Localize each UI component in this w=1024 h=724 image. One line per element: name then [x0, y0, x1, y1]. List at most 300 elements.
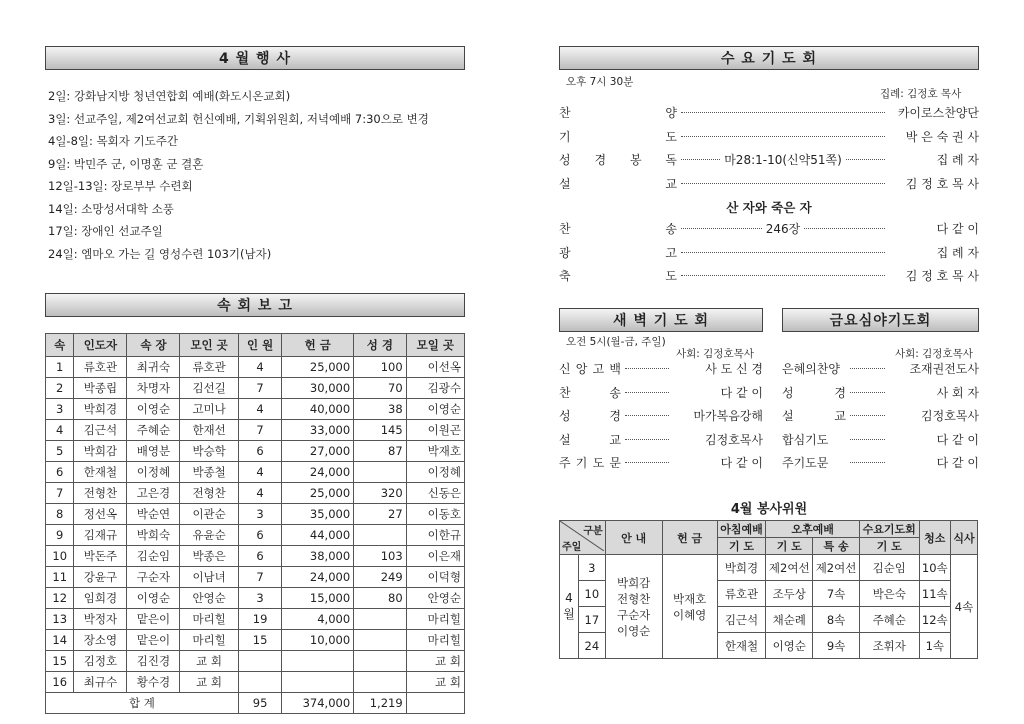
table-cell: 6 [238, 525, 282, 546]
cell-aft-special: 7속 [813, 581, 860, 607]
column-header: 인 원 [238, 334, 282, 357]
leader-dots [850, 462, 885, 463]
table-cell: 장소영 [74, 630, 127, 651]
offering-cell [662, 555, 717, 659]
order-label [559, 384, 621, 401]
cell-morning: 류호관 [717, 581, 766, 607]
table-cell: 박희경 [74, 399, 127, 420]
cell-aft-special: 8속 [813, 607, 860, 633]
order-label [782, 384, 846, 401]
april-events-title [45, 46, 465, 70]
table-cell: 이덕형 [406, 567, 464, 588]
order-label [559, 407, 621, 424]
order-line [559, 384, 763, 401]
table-cell: 44,000 [282, 525, 354, 546]
dawn-title-text: 새 벽 기 도 회 [612, 313, 710, 329]
table-cell: 6 [238, 546, 282, 567]
table-cell: 마리힐 [180, 609, 238, 630]
order-value: 집 례 자 [936, 153, 979, 167]
cell-wed: 김순임 [859, 555, 919, 581]
table-cell: 103 [354, 546, 407, 567]
table-cell: 마리힐 [180, 630, 238, 651]
order-value: 마가복음강해 [693, 409, 763, 423]
table-cell: 주혜순 [127, 420, 180, 441]
table-cell: 19 [238, 609, 282, 630]
total-bible: 1,219 [354, 693, 407, 714]
label-char: 찬 [559, 222, 571, 236]
group-report-title-text: 속 회 보 고 [217, 298, 293, 314]
leader-dots [625, 439, 669, 440]
label-char: 합심기도 [782, 432, 829, 447]
table-cell: 100 [354, 357, 407, 378]
cell-aft-prayer: 제2여선 [766, 555, 813, 581]
order-label [559, 104, 677, 121]
table-cell: 마리힐 [406, 630, 464, 651]
guide-name: 이영순 [616, 623, 651, 638]
table-cell: 25,000 [282, 357, 354, 378]
table-cell: 13 [46, 609, 74, 630]
table-cell: 이정혜 [127, 462, 180, 483]
label-char: 송 [609, 385, 621, 400]
table-cell: 10,000 [282, 630, 354, 651]
table-cell: 1 [46, 357, 74, 378]
order-label [559, 454, 621, 471]
label-char: 축 [559, 269, 571, 283]
table-row [46, 462, 465, 483]
table-cell: 마리힐 [406, 609, 464, 630]
order-line [559, 360, 763, 377]
event-item: 9일: 박민주 군, 이명훈 군 결혼 [48, 156, 204, 171]
leader-dots [850, 368, 885, 369]
order-label [782, 454, 846, 471]
table-cell [282, 651, 354, 672]
order-value: 조재권전도사 [909, 362, 979, 376]
table-row [46, 525, 465, 546]
order-label [559, 175, 677, 192]
table-header-row [46, 334, 465, 357]
week-cell: 3 [579, 555, 606, 581]
table-cell: 배영분 [127, 441, 180, 462]
order-label [559, 128, 677, 145]
table-cell: 이은재 [406, 546, 464, 567]
leader-dots [681, 252, 885, 253]
cell-morning: 한재철 [717, 633, 766, 659]
table-row [46, 441, 465, 462]
order-value: 다 같 이 [720, 456, 763, 470]
label-char: 독 [665, 153, 677, 167]
table-cell: 70 [354, 378, 407, 399]
table-cell [238, 672, 282, 693]
table-cell: 4 [46, 420, 74, 441]
column-header: 인도자 [74, 334, 127, 357]
order-value: 다 같 이 [936, 432, 979, 447]
table-cell: 4,000 [282, 609, 354, 630]
table-cell [354, 609, 407, 630]
table-row [560, 555, 978, 581]
table-cell [354, 525, 407, 546]
table-cell: 맡은이 [127, 630, 180, 651]
label-char: 교 [609, 432, 621, 447]
order-value: 김 정 호 목 사 [905, 269, 979, 283]
offering-name: 이혜영 [672, 607, 707, 622]
table-cell: 이선옥 [406, 357, 464, 378]
table-cell: 김순임 [127, 546, 180, 567]
table-cell [354, 651, 407, 672]
table-cell: 7 [238, 378, 282, 399]
table-cell: 15 [238, 630, 282, 651]
order-line [782, 454, 979, 471]
event-item: 14일: 소망성서대학 소풍 [48, 201, 174, 216]
table-cell: 최규수 [74, 672, 127, 693]
table-cell: 류호관 [180, 357, 238, 378]
order-value: 김 정 호 목 사 [905, 176, 979, 191]
table-cell: 이원곤 [406, 420, 464, 441]
label-char: 주 [559, 456, 571, 470]
label-char: 경 [594, 153, 607, 167]
label-char: 도 [665, 129, 677, 144]
table-cell: 이관순 [180, 504, 238, 525]
label-char: 도 [592, 456, 605, 470]
table-cell: 한재철 [74, 462, 127, 483]
table-row [46, 420, 465, 441]
total-label: 합 계 [46, 693, 239, 714]
label-char: 설 [559, 176, 571, 191]
table-cell: 박종은 [180, 546, 238, 567]
cell-aft-special: 9속 [813, 633, 860, 659]
leader-dots [846, 159, 885, 160]
volunteers-title: 4월 봉사위원 [730, 502, 808, 517]
dawn-time: 오전 5시(월-금, 주일) [566, 336, 666, 348]
table-cell: 황수경 [127, 672, 180, 693]
table-cell: 고은경 [127, 483, 180, 504]
week-cell: 10 [579, 581, 606, 607]
table-cell: 안영순 [180, 588, 238, 609]
table-cell: 구순자 [127, 567, 180, 588]
wednesday-presider: 집례: 김정호 목사 [880, 88, 962, 100]
table-cell: 3 [238, 588, 282, 609]
table-cell: 김재규 [74, 525, 127, 546]
table-cell: 박종철 [180, 462, 238, 483]
order-value: 다 같 이 [720, 385, 763, 400]
table-cell: 15 [46, 651, 74, 672]
label-char: 주기도문 [782, 456, 829, 470]
label-char: 교 [665, 176, 677, 191]
label-char: 경 [834, 385, 846, 400]
cell-morning: 김근석 [717, 607, 766, 633]
table-cell: 8 [46, 504, 74, 525]
order-line [559, 244, 979, 261]
table-cell: 3 [238, 504, 282, 525]
table-cell: 4 [238, 462, 282, 483]
event-item: 3일: 선교주일, 제2여선교회 헌신예배, 기획위원회, 저녁예배 7:30으로 변경 [48, 111, 429, 126]
table-cell: 맡은이 [127, 609, 180, 630]
leader-dots [850, 392, 885, 393]
column-header: 속 장 [127, 334, 180, 357]
table-cell: 김진경 [127, 651, 180, 672]
leader-dots [681, 136, 885, 137]
table-cell: 박재호 [406, 441, 464, 462]
table-row [46, 672, 465, 693]
week-cell: 17 [579, 607, 606, 633]
order-value: 사 도 신 경 [705, 362, 763, 376]
table-cell: 박돈주 [74, 546, 127, 567]
table-cell [354, 462, 407, 483]
order-value: 사 회 자 [936, 385, 979, 400]
table-cell: 이한규 [406, 525, 464, 546]
corner-top: 구분 [583, 526, 603, 537]
volunteers-table [559, 520, 978, 659]
table-cell: 유윤순 [180, 525, 238, 546]
wednesday-title [559, 46, 979, 70]
table-cell: 38 [354, 399, 407, 420]
group-report-table [45, 333, 465, 714]
order-line [559, 175, 979, 192]
label-char: 찬 [559, 106, 571, 120]
cell-aft-special: 제2여선 [813, 555, 860, 581]
table-cell: 최귀숙 [127, 357, 180, 378]
dawn-title [559, 308, 763, 332]
table-cell: 임희경 [74, 588, 127, 609]
label-char: 성 [559, 409, 571, 423]
order-line [559, 267, 979, 284]
table-row [46, 378, 465, 399]
order-line [559, 104, 979, 121]
table-cell: 이정혜 [406, 462, 464, 483]
table-cell: 김근석 [74, 420, 127, 441]
guide-cell [605, 555, 662, 659]
table-cell: 33,000 [282, 420, 354, 441]
meal-cell: 4속 [951, 555, 978, 659]
order-line [559, 220, 979, 237]
total-offering: 374,000 [282, 693, 354, 714]
table-cell: 이영순 [127, 399, 180, 420]
cell-wed: 주혜순 [859, 607, 919, 633]
cell-wed: 박은숙 [859, 581, 919, 607]
sub-afternoon-special: 특 송 [813, 538, 860, 555]
friday-title [782, 308, 979, 332]
table-cell: 박순연 [127, 504, 180, 525]
table-cell: 류호관 [74, 357, 127, 378]
table-row [46, 609, 465, 630]
week-cell: 24 [579, 633, 606, 659]
table-cell: 24,000 [282, 462, 354, 483]
cell-clean: 10속 [919, 555, 951, 581]
table-cell: 40,000 [282, 399, 354, 420]
order-label [559, 267, 677, 284]
table-cell: 11 [46, 567, 74, 588]
table-cell: 30,000 [282, 378, 354, 399]
total-empty [406, 693, 464, 714]
cell-aft-prayer: 조두상 [766, 581, 813, 607]
event-item: 2일: 강화남지방 청년연합회 예배(화도시온교회) [48, 89, 291, 103]
label-char: 백 [609, 362, 621, 376]
table-cell: 한재선 [180, 420, 238, 441]
header-guide: 안 내 [605, 521, 662, 555]
wednesday-time: 오후 7시 30분 [566, 76, 634, 88]
table-cell: 7 [238, 420, 282, 441]
table-cell: 교 회 [180, 651, 238, 672]
header-offering: 헌 금 [662, 521, 717, 555]
column-header: 성 경 [354, 334, 407, 357]
order-line [782, 384, 979, 401]
table-row [46, 651, 465, 672]
table-cell: 김선길 [180, 378, 238, 399]
header-morning: 아침예배 [717, 521, 766, 538]
label-char: 경 [609, 409, 621, 423]
corner-bottom: 주일 [562, 542, 582, 553]
column-header: 모일 곳 [406, 334, 464, 357]
table-cell: 7 [238, 567, 282, 588]
table-cell: 5 [46, 441, 74, 462]
cell-morning: 박희경 [717, 555, 766, 581]
column-header: 헌 금 [282, 334, 354, 357]
label-char: 교 [834, 409, 846, 423]
order-value: 카이로스찬양단 [897, 106, 979, 120]
table-cell: 80 [354, 588, 407, 609]
table-cell: 249 [354, 567, 407, 588]
header-wednesday: 수요기도회 [859, 521, 919, 538]
leader-dots [681, 112, 885, 113]
leader-dots [681, 183, 885, 184]
total-people: 95 [238, 693, 282, 714]
table-cell: 7 [46, 483, 74, 504]
table-cell: 38,000 [282, 546, 354, 567]
order-value: 집 례 자 [936, 245, 979, 260]
header-meal: 식사 [951, 521, 978, 555]
table-cell: 25,000 [282, 483, 354, 504]
leader-dots [804, 228, 885, 229]
cell-clean: 11속 [919, 581, 951, 607]
sub-morning-prayer: 기 도 [717, 538, 766, 555]
label-char: 기 [559, 129, 571, 144]
friday-presider: 사회: 김정호목사 [895, 348, 973, 360]
order-value: 박 은 숙 권 사 [905, 129, 979, 144]
leader-dots [625, 415, 669, 416]
order-label [782, 360, 846, 377]
sub-afternoon-prayer: 기 도 [766, 538, 813, 555]
order-value: 다 같 이 [936, 456, 979, 470]
table-cell: 박희숙 [127, 525, 180, 546]
event-item: 4일-8일: 목회자 기도주간 [48, 134, 178, 148]
table-row [46, 399, 465, 420]
label-char: 은혜의찬양 [782, 362, 840, 376]
header-afternoon: 오후예배 [766, 521, 860, 538]
table-row [46, 357, 465, 378]
table-cell: 이영순 [127, 588, 180, 609]
table-cell: 김정호 [74, 651, 127, 672]
order-label [559, 431, 621, 448]
table-row [46, 546, 465, 567]
leader-dots [850, 439, 885, 440]
table-cell: 16 [46, 672, 74, 693]
cell-wed: 조휘자 [859, 633, 919, 659]
order-label [782, 407, 846, 424]
offering-name: 박재호 [672, 591, 707, 606]
table-cell: 9 [46, 525, 74, 546]
event-item: 12일-13일: 장로부부 수련회 [48, 179, 193, 193]
friday-title-text: 금요심야기도회 [829, 313, 932, 329]
column-header: 속 [46, 334, 74, 357]
corner-cell [560, 521, 606, 555]
leader-dots [681, 159, 720, 160]
label-char: 도 [665, 269, 677, 283]
table-cell: 강윤구 [74, 567, 127, 588]
order-label [559, 360, 621, 377]
table-cell: 6 [238, 441, 282, 462]
guide-name: 구순자 [616, 607, 651, 622]
table-cell: 이영순 [406, 399, 464, 420]
cell-aft-prayer: 채순례 [766, 607, 813, 633]
sub-wednesday-prayer: 기 도 [859, 538, 919, 555]
table-row [46, 483, 465, 504]
table-cell: 이남녀 [180, 567, 238, 588]
leader-dots [625, 392, 669, 393]
table-cell: 이동호 [406, 504, 464, 525]
label-char: 광 [559, 245, 571, 260]
table-cell: 안영순 [406, 588, 464, 609]
order-value: 김정호목사 [921, 409, 979, 423]
table-cell: 고미나 [180, 399, 238, 420]
guide-name: 전형찬 [616, 591, 651, 606]
order-line [559, 454, 763, 471]
table-cell: 14 [46, 630, 74, 651]
label-char: 송 [665, 222, 677, 236]
order-middle: 246장 [765, 222, 801, 236]
table-cell [238, 651, 282, 672]
sermon-title: 산 자와 죽은 자 [726, 200, 812, 215]
guide-name: 박희감 [616, 575, 651, 590]
order-value: 다 같 이 [936, 222, 979, 236]
table-cell: 87 [354, 441, 407, 462]
order-middle: 마28:1-10(신약51쪽) [724, 153, 842, 167]
label-char: 기 [575, 456, 588, 470]
order-label [559, 151, 677, 168]
wednesday-title-text: 수 요 기 도 회 [720, 51, 818, 67]
order-value: 김정호목사 [705, 432, 763, 447]
table-cell: 12 [46, 588, 74, 609]
cell-clean: 12속 [919, 607, 951, 633]
group-report-title [45, 293, 465, 317]
table-cell: 15,000 [282, 588, 354, 609]
table-cell: 3 [46, 399, 74, 420]
table-cell: 24,000 [282, 567, 354, 588]
order-label [782, 431, 846, 448]
label-char: 문 [609, 456, 621, 470]
order-line [782, 407, 979, 424]
table-cell: 전형찬 [74, 483, 127, 504]
label-char: 고 [665, 245, 677, 260]
label-char: 설 [782, 409, 794, 423]
table-cell: 6 [46, 462, 74, 483]
order-line [559, 151, 979, 168]
order-line [782, 431, 979, 448]
table-row [46, 567, 465, 588]
cell-clean: 1속 [919, 633, 951, 659]
table-cell: 교 회 [180, 672, 238, 693]
table-cell: 2 [46, 378, 74, 399]
table-cell: 박종립 [74, 378, 127, 399]
table-cell: 4 [238, 483, 282, 504]
leader-dots [625, 462, 669, 463]
leader-dots [681, 275, 885, 276]
table-cell: 35,000 [282, 504, 354, 525]
event-item: 17일: 장애인 선교주일 [48, 224, 163, 238]
april-events-title-text: 4 월 행 사 [219, 51, 291, 67]
month-cell: 4월 [560, 555, 579, 659]
table-row [46, 588, 465, 609]
table-cell: 신동은 [406, 483, 464, 504]
table-cell [282, 672, 354, 693]
